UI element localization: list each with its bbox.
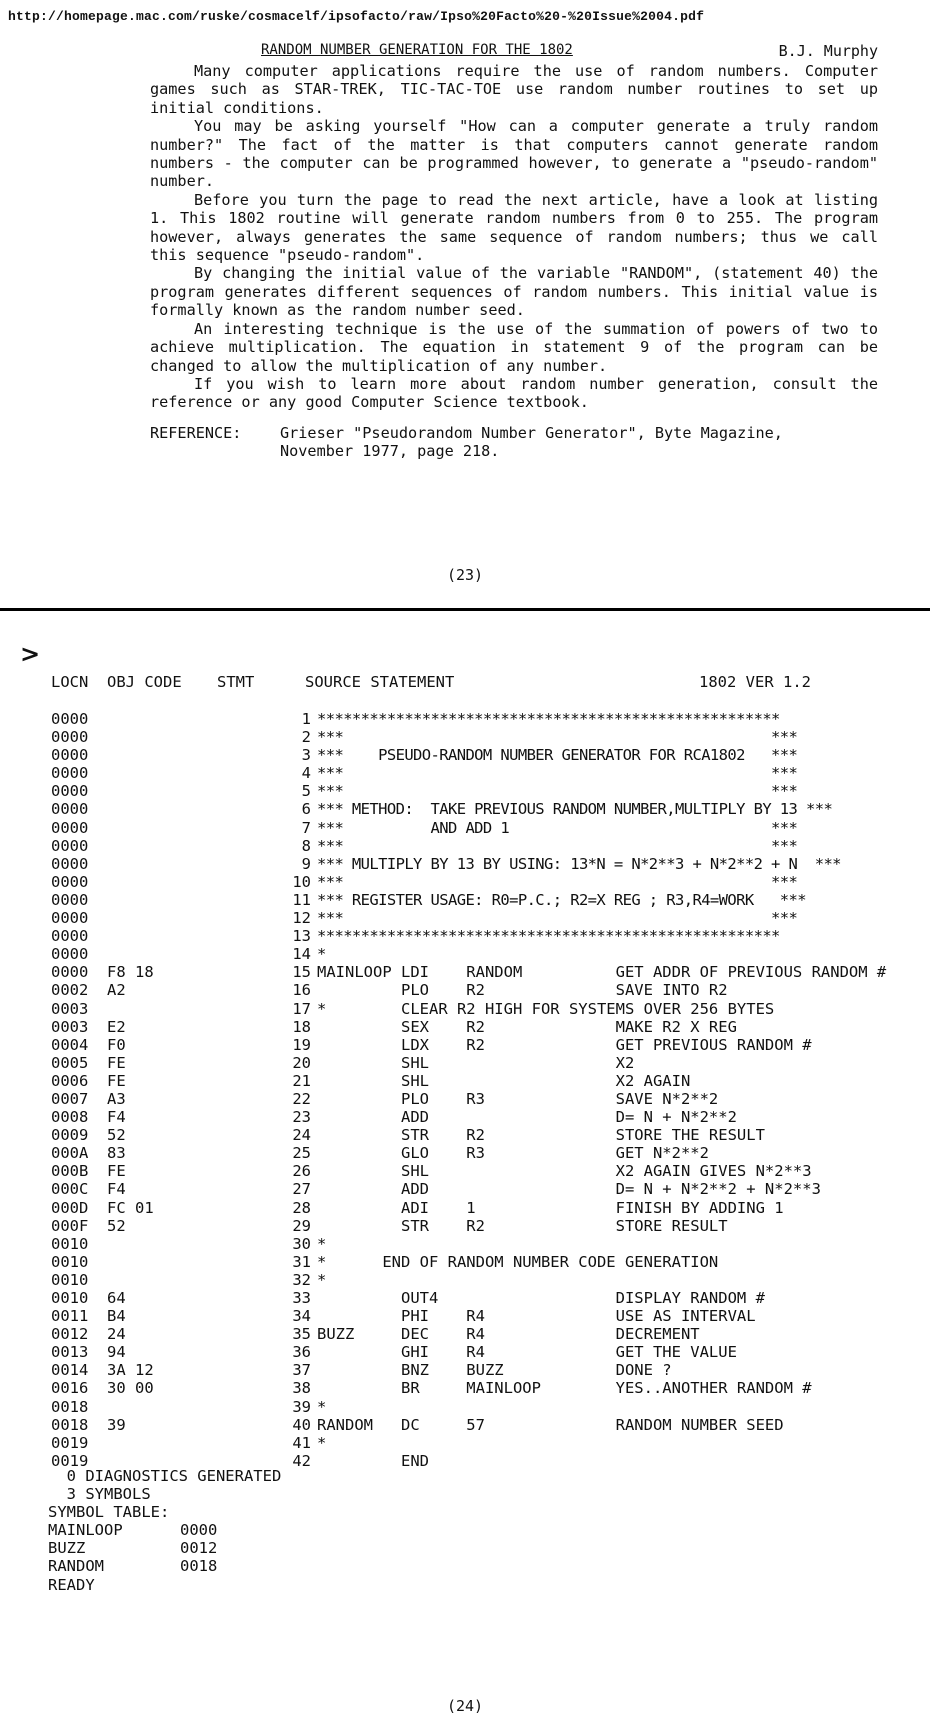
row-stmt: 3 bbox=[301, 746, 311, 765]
row-locn: 0008 bbox=[51, 1108, 89, 1127]
listing-row bbox=[51, 1054, 926, 1072]
article-paragraph bbox=[150, 62, 878, 117]
row-locn: 0016 bbox=[51, 1379, 89, 1398]
row-locn: 0000 bbox=[51, 872, 89, 891]
listing-row bbox=[51, 1289, 926, 1307]
row-locn: 0009 bbox=[51, 1126, 89, 1145]
symbols-count: 3 SYMBOLS bbox=[48, 1485, 151, 1504]
row-obj-code: 52 bbox=[107, 1126, 126, 1145]
row-locn: 000F bbox=[51, 1216, 89, 1235]
listing-row bbox=[51, 782, 926, 800]
row-source: * bbox=[317, 1397, 327, 1416]
row-obj-code: A2 bbox=[107, 981, 126, 1000]
row-locn: 000D bbox=[51, 1198, 89, 1217]
row-source: *** *** bbox=[317, 728, 798, 747]
header-stmt: STMT bbox=[217, 673, 255, 691]
symbol-table-label: SYMBOL TABLE: bbox=[48, 1503, 170, 1522]
listing-row bbox=[51, 1307, 926, 1325]
row-stmt: 24 bbox=[292, 1126, 311, 1145]
margin-mark: > bbox=[20, 640, 41, 668]
row-obj-code: FE bbox=[107, 1053, 126, 1072]
listing-row bbox=[51, 1144, 926, 1162]
row-obj-code: 30 00 bbox=[107, 1379, 154, 1398]
row-source: * bbox=[317, 1234, 327, 1253]
row-stmt: 14 bbox=[292, 945, 311, 964]
row-locn: 0000 bbox=[51, 909, 89, 928]
row-stmt: 6 bbox=[301, 800, 311, 819]
row-stmt: 35 bbox=[292, 1325, 311, 1344]
reference-label: REFERENCE: bbox=[150, 423, 242, 442]
row-stmt: 33 bbox=[292, 1289, 311, 1307]
row-locn: 0004 bbox=[51, 1035, 89, 1054]
row-locn: 0000 bbox=[51, 890, 89, 909]
row-source: ADD D= N + N*2**2 bbox=[317, 1108, 737, 1127]
row-obj-code: F0 bbox=[107, 1035, 126, 1054]
listing-row bbox=[51, 1398, 926, 1416]
listing-row bbox=[51, 746, 926, 764]
listing-row bbox=[51, 1036, 926, 1054]
row-source: BR MAINLOOP YES..ANOTHER RANDOM # bbox=[317, 1379, 812, 1398]
row-locn: 000C bbox=[51, 1180, 89, 1199]
page-number-24: (24) bbox=[446, 1697, 484, 1715]
article-paragraph bbox=[150, 375, 878, 412]
article-paragraph bbox=[150, 117, 878, 191]
row-locn: 0010 bbox=[51, 1270, 89, 1289]
row-source: END bbox=[317, 1451, 429, 1470]
page-divider bbox=[0, 608, 930, 611]
listing-row bbox=[51, 1235, 926, 1253]
row-stmt: 27 bbox=[292, 1180, 311, 1199]
row-locn: 0000 bbox=[51, 818, 89, 837]
row-locn: 0010 bbox=[51, 1234, 89, 1253]
article-header bbox=[150, 40, 878, 62]
article-paragraph bbox=[150, 191, 878, 265]
row-source: RANDOM DC 57 RANDOM NUMBER SEED bbox=[317, 1415, 784, 1434]
row-locn: 0018 bbox=[51, 1397, 89, 1416]
listing-row bbox=[51, 837, 926, 855]
row-source: SHL X2 bbox=[317, 1053, 635, 1072]
row-locn: 0003 bbox=[51, 1017, 89, 1036]
row-locn: 0011 bbox=[51, 1307, 89, 1326]
row-locn: 0000 bbox=[51, 854, 89, 873]
listing-row bbox=[51, 728, 926, 746]
row-stmt: 18 bbox=[292, 1017, 311, 1036]
row-source: * END OF RANDOM NUMBER CODE GENERATION bbox=[317, 1252, 719, 1271]
paragraph-text: You may be asking yourself "How can a computer generate a truly random number?" The fact of the matter is that computers cannot generate random numbers - the computer can be programmed however, to generate a "pseudo-random" number. bbox=[150, 117, 878, 191]
listing-row bbox=[51, 873, 926, 891]
row-locn: 0018 bbox=[51, 1415, 89, 1434]
row-source: *** *** bbox=[317, 909, 798, 928]
row-stmt: 42 bbox=[292, 1451, 311, 1470]
listing-footer bbox=[48, 1467, 281, 1594]
symbol-row bbox=[48, 1539, 281, 1557]
reference bbox=[150, 424, 878, 461]
row-locn: 0014 bbox=[51, 1361, 89, 1380]
row-locn: 0007 bbox=[51, 1089, 89, 1108]
row-stmt: 25 bbox=[292, 1144, 311, 1163]
row-obj-code: B4 bbox=[107, 1307, 126, 1326]
row-locn: 0002 bbox=[51, 981, 89, 1000]
symbol-name: BUZZ bbox=[48, 1539, 86, 1558]
row-locn: 0019 bbox=[51, 1451, 89, 1470]
row-obj-code: FE bbox=[107, 1071, 126, 1090]
row-stmt: 26 bbox=[292, 1162, 311, 1181]
row-locn: 0000 bbox=[51, 927, 89, 946]
symbol-address: 0018 bbox=[180, 1557, 218, 1576]
row-source: *** *** bbox=[317, 764, 798, 783]
row-source: STR R2 STORE RESULT bbox=[317, 1216, 728, 1235]
row-locn: 0003 bbox=[51, 999, 89, 1018]
row-stmt: 31 bbox=[292, 1252, 311, 1271]
row-stmt: 30 bbox=[292, 1234, 311, 1253]
row-locn: 0006 bbox=[51, 1071, 89, 1090]
row-source: *** *** bbox=[317, 872, 798, 891]
row-stmt: 19 bbox=[292, 1035, 311, 1054]
row-stmt: 40 bbox=[292, 1415, 311, 1434]
row-stmt: 9 bbox=[301, 854, 311, 873]
symbol-row bbox=[48, 1521, 281, 1539]
row-locn: 0005 bbox=[51, 1053, 89, 1072]
listing-row bbox=[51, 1126, 926, 1144]
row-source: * bbox=[317, 1270, 327, 1289]
listing-row bbox=[51, 1108, 926, 1126]
listing-row bbox=[51, 855, 926, 873]
row-locn: 0012 bbox=[51, 1325, 89, 1344]
paragraph-text: An interesting technique is the use of the summation of powers of two to achieve multiplication. The equation in statement 9 of the program can be changed to allow the multiplication of any number. bbox=[150, 319, 878, 375]
row-locn: 0000 bbox=[51, 728, 89, 747]
symbol-name: MAINLOOP bbox=[48, 1521, 123, 1540]
listing-row bbox=[51, 981, 926, 999]
row-source: PLO R3 SAVE N*2**2 bbox=[317, 1089, 719, 1108]
row-obj-code: E2 bbox=[107, 1017, 126, 1036]
article-paragraph bbox=[150, 264, 878, 319]
listing-row bbox=[51, 891, 926, 909]
row-locn: 0000 bbox=[51, 746, 89, 765]
row-locn: 0019 bbox=[51, 1433, 89, 1452]
header-locn: LOCN bbox=[51, 673, 89, 691]
header-obj-code: OBJ CODE bbox=[107, 673, 182, 691]
article-body bbox=[150, 62, 878, 412]
row-stmt: 41 bbox=[292, 1433, 311, 1452]
row-stmt: 20 bbox=[292, 1053, 311, 1072]
paragraph-text: Many computer applications require the use of random numbers. Computer games such as STAR-TREK, TIC-TAC-TOE use random number routines to set up initial conditions. bbox=[150, 62, 878, 117]
row-obj-code: 3A 12 bbox=[107, 1361, 154, 1380]
row-obj-code: FC 01 bbox=[107, 1198, 154, 1217]
row-source: OUT4 DISPLAY RANDOM # bbox=[317, 1289, 765, 1307]
row-source: *** *** bbox=[317, 782, 798, 801]
paragraph-text: By changing the initial value of the variable "RANDOM", (statement 40) the program generates different sequences of random numbers. This initial value is formally known as the random number seed. bbox=[150, 264, 878, 320]
page-number-23: (23) bbox=[446, 566, 484, 584]
row-source: ADI 1 FINISH BY ADDING 1 bbox=[317, 1198, 784, 1217]
symbol-address: 0012 bbox=[180, 1539, 218, 1558]
row-source: BNZ BUZZ DONE ? bbox=[317, 1361, 672, 1380]
diagnostics: 0 DIAGNOSTICS GENERATED bbox=[48, 1467, 282, 1485]
row-locn: 0000 bbox=[51, 836, 89, 855]
row-obj-code: 94 bbox=[107, 1343, 126, 1362]
row-source: STR R2 STORE THE RESULT bbox=[317, 1126, 765, 1145]
listing-row bbox=[51, 1343, 926, 1361]
row-stmt: 39 bbox=[292, 1397, 311, 1416]
article-page bbox=[150, 40, 878, 461]
pdf-url: http://homepage.mac.com/ruske/cosmacelf/ipsofacto/raw/Ipso%20Facto%20-%20Issue%2004.pdf bbox=[8, 9, 705, 24]
row-locn: 0000 bbox=[51, 963, 89, 982]
listing-row bbox=[51, 1325, 926, 1343]
row-source: LDX R2 GET PREVIOUS RANDOM # bbox=[317, 1035, 812, 1054]
row-source: GHI R4 GET THE VALUE bbox=[317, 1343, 737, 1362]
row-stmt: 36 bbox=[292, 1343, 311, 1362]
listing-row bbox=[51, 927, 926, 945]
row-stmt: 13 bbox=[292, 927, 311, 946]
listing-row bbox=[51, 1271, 926, 1289]
row-obj-code: F4 bbox=[107, 1180, 126, 1199]
listing-row bbox=[51, 1199, 926, 1217]
row-stmt: 2 bbox=[301, 728, 311, 747]
symbol-row bbox=[48, 1557, 281, 1575]
row-stmt: 5 bbox=[301, 782, 311, 801]
listing-row bbox=[51, 1090, 926, 1108]
row-source: MAINLOOP LDI RANDOM GET ADDR OF PREVIOUS RANDOM # bbox=[317, 963, 887, 982]
row-stmt: 15 bbox=[292, 963, 311, 982]
row-locn: 0000 bbox=[51, 710, 89, 728]
listing-row bbox=[51, 945, 926, 963]
row-obj-code: A3 bbox=[107, 1089, 126, 1108]
row-source: *** REGISTER USAGE: R0=P.C.; R2=X REG ; R3,R4=WORK *** bbox=[317, 890, 806, 909]
listing-row bbox=[51, 1018, 926, 1036]
row-locn: 0013 bbox=[51, 1343, 89, 1362]
row-stmt: 21 bbox=[292, 1071, 311, 1090]
row-source: * bbox=[317, 945, 327, 964]
row-source: * bbox=[317, 1433, 327, 1452]
listing-row bbox=[51, 800, 926, 818]
header-source-statement: SOURCE STATEMENT bbox=[305, 673, 455, 691]
article-paragraph bbox=[150, 320, 878, 375]
row-stmt: 4 bbox=[301, 764, 311, 783]
row-source: PHI R4 USE AS INTERVAL bbox=[317, 1307, 756, 1326]
row-source: BUZZ DEC R4 DECREMENT bbox=[317, 1325, 700, 1344]
row-stmt: 29 bbox=[292, 1216, 311, 1235]
row-source: SHL X2 AGAIN bbox=[317, 1071, 691, 1090]
listing-row bbox=[51, 1361, 926, 1379]
row-locn: 0010 bbox=[51, 1289, 89, 1307]
assembly-listing bbox=[51, 710, 926, 1470]
row-obj-code: FE bbox=[107, 1162, 126, 1181]
listing-row bbox=[51, 909, 926, 927]
row-obj-code: 52 bbox=[107, 1216, 126, 1235]
row-stmt: 1 bbox=[301, 710, 311, 728]
row-stmt: 10 bbox=[292, 872, 311, 891]
row-source: *** PSEUDO-RANDOM NUMBER GENERATOR FOR RCA1802 *** bbox=[317, 746, 798, 765]
row-locn: 0010 bbox=[51, 1252, 89, 1271]
symbol-table bbox=[48, 1521, 281, 1575]
row-locn: 000A bbox=[51, 1144, 89, 1163]
article-author: B.J. Murphy bbox=[778, 42, 878, 60]
row-stmt: 12 bbox=[292, 909, 311, 928]
row-stmt: 34 bbox=[292, 1307, 311, 1326]
row-source: * CLEAR R2 HIGH FOR SYSTEMS OVER 256 BYTES bbox=[317, 999, 775, 1018]
row-stmt: 37 bbox=[292, 1361, 311, 1380]
listing-row bbox=[51, 710, 926, 728]
row-stmt: 23 bbox=[292, 1108, 311, 1127]
article-title: RANDOM NUMBER GENERATION FOR THE 1802 bbox=[261, 42, 573, 58]
row-stmt: 8 bbox=[301, 836, 311, 855]
row-source: *** AND ADD 1 *** bbox=[317, 818, 798, 837]
row-locn: 0000 bbox=[51, 764, 89, 783]
row-stmt: 28 bbox=[292, 1198, 311, 1217]
row-source: ADD D= N + N*2**2 + N*2**3 bbox=[317, 1180, 821, 1199]
row-obj-code: 83 bbox=[107, 1144, 126, 1163]
listing-row bbox=[51, 1379, 926, 1397]
row-source: SHL X2 AGAIN GIVES N*2**3 bbox=[317, 1162, 812, 1181]
row-obj-code: F4 bbox=[107, 1108, 126, 1127]
row-source: *** MULTIPLY BY 13 BY USING: 13*N = N*2**3 + N*2**2 + N *** bbox=[317, 854, 841, 873]
listing-row bbox=[51, 963, 926, 981]
row-locn: 0000 bbox=[51, 945, 89, 964]
listing-row bbox=[51, 1072, 926, 1090]
listing-row bbox=[51, 1434, 926, 1452]
row-stmt: 16 bbox=[292, 981, 311, 1000]
row-locn: 0000 bbox=[51, 800, 89, 819]
listing-row bbox=[51, 764, 926, 782]
row-stmt: 38 bbox=[292, 1379, 311, 1398]
row-obj-code: 64 bbox=[107, 1289, 126, 1307]
paragraph-text: If you wish to learn more about random number generation, consult the reference or any good Computer Science textbook. bbox=[150, 374, 878, 412]
row-source: *** METHOD: TAKE PREVIOUS RANDOM NUMBER,MULTIPLY BY 13 *** bbox=[317, 800, 833, 819]
row-obj-code: 39 bbox=[107, 1415, 126, 1434]
ready-prompt: READY bbox=[48, 1575, 95, 1594]
symbol-address: 0000 bbox=[180, 1521, 218, 1540]
row-source: ***************************************************** bbox=[317, 710, 780, 728]
row-source: *** *** bbox=[317, 836, 798, 855]
header-version: 1802 VER 1.2 bbox=[699, 673, 811, 691]
row-source: SEX R2 MAKE R2 X REG bbox=[317, 1017, 737, 1036]
row-stmt: 7 bbox=[301, 818, 311, 837]
row-obj-code: F8 18 bbox=[107, 963, 154, 982]
reference-text: Grieser "Pseudorandom Number Generator", Byte Magazine, November 1977, page 218. bbox=[280, 423, 783, 461]
listing-row bbox=[51, 819, 926, 837]
row-source: PLO R2 SAVE INTO R2 bbox=[317, 981, 728, 1000]
row-locn: 000B bbox=[51, 1162, 89, 1181]
row-stmt: 32 bbox=[292, 1270, 311, 1289]
row-obj-code: 24 bbox=[107, 1325, 126, 1344]
listing-row bbox=[51, 1217, 926, 1235]
listing-row bbox=[51, 1253, 926, 1271]
row-stmt: 11 bbox=[292, 890, 311, 909]
paragraph-text: Before you turn the page to read the next article, have a look at listing 1. This 1802 routine will generate random numbers from 0 to 255. The program however, always generates the same sequence of random numbers; thus we call this sequence "pseudo-random". bbox=[150, 190, 878, 265]
listing-row bbox=[51, 1000, 926, 1018]
row-stmt: 22 bbox=[292, 1089, 311, 1108]
row-source: GLO R3 GET N*2**2 bbox=[317, 1144, 709, 1163]
row-stmt: 17 bbox=[292, 999, 311, 1018]
listing-row bbox=[51, 1416, 926, 1434]
listing-row bbox=[51, 1162, 926, 1180]
listing-row bbox=[51, 1180, 926, 1198]
row-locn: 0000 bbox=[51, 782, 89, 801]
symbol-name: RANDOM bbox=[48, 1557, 104, 1576]
row-source: ***************************************************** bbox=[317, 927, 780, 946]
